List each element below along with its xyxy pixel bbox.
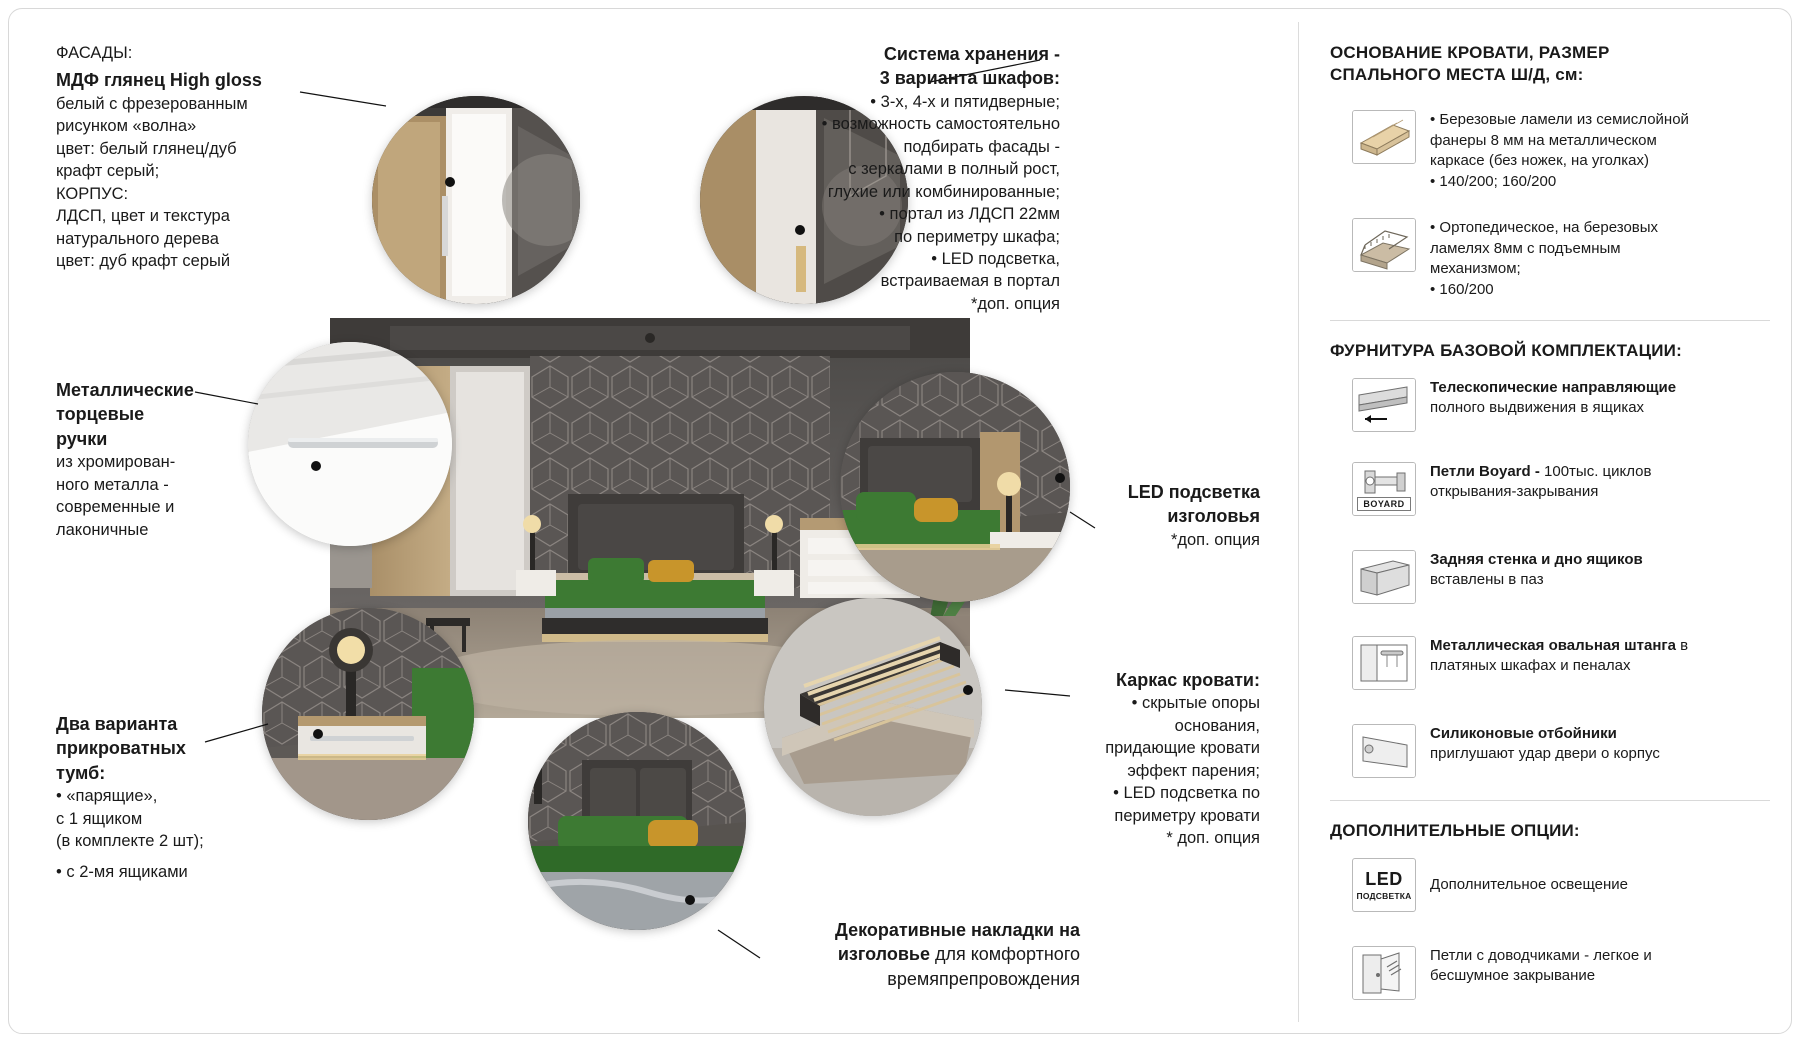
wardrobe-photo-illustration (372, 96, 580, 304)
lift-line1: • Ортопедическое, на березовых (1430, 219, 1659, 236)
nightstand-photo-illustration (262, 608, 474, 820)
storage-b9: встраиваемая в портал (880, 272, 1060, 291)
bed-frame-b7: * доп. опция (1166, 829, 1260, 848)
storage-title-1: Система хранения - (883, 44, 1060, 64)
base-item-lift-text (1430, 218, 1658, 301)
headboard-overlays-block (700, 918, 1080, 991)
facades-line5: крафт серый; (56, 162, 160, 181)
facades-line3: рисунком «волна» (56, 117, 197, 136)
bed-frame-b3: придающие кровати (1105, 739, 1260, 758)
base-section-title (1330, 42, 1770, 86)
lift-line2a: ламелях 8мм (1430, 239, 1527, 257)
hardware-item-hinges (1352, 462, 1782, 516)
headboard-title-2-rest: для комфортного (929, 944, 1080, 965)
option-item-soft-close (1352, 946, 1782, 1000)
nightstands-b4: • с 2-мя ящиками (56, 862, 188, 881)
bed-frame-b6: периметру кровати (1114, 806, 1260, 825)
hinges-inline: 100тыс. циклов (1544, 463, 1652, 480)
storage-b5: глухие или комбинированные; (827, 182, 1060, 201)
bumpers-rest: приглушают удар двери о корпус (1430, 744, 1660, 762)
led-headboard-title-1: LED подсветка (1127, 482, 1260, 502)
lamels-line3b: каркасе (1430, 152, 1485, 170)
softclose-line2: бесшумное закрывание (1430, 966, 1596, 984)
storage-b7: по периметру шкафа; (894, 227, 1060, 246)
lamel-icon (1352, 110, 1416, 164)
silicone-bumper-icon (1352, 724, 1416, 778)
base-item-lamels-text (1430, 110, 1689, 193)
facades-kicker: ФАСАДЫ: (56, 44, 133, 62)
storage-b3: подбирать фасады - (903, 137, 1060, 156)
lamels-sizes: • 140/200; 160/200 (1430, 173, 1557, 191)
nightstands-b2: с 1 ящиком (56, 809, 143, 828)
bed-frame-b2: основания, (1174, 716, 1260, 735)
storage-block (760, 42, 1060, 315)
handles-line-3: современные и (56, 498, 175, 517)
facades-line7: ЛДСП, цвет и текстура (56, 207, 230, 226)
lift-line2b: с подъемным (1526, 239, 1621, 257)
base-item-lift (1352, 218, 1772, 301)
options-section-title: ДОПОЛНИТЕЛЬНЫЕ ОПЦИИ: (1330, 821, 1580, 840)
led-headboard-note: *доп. опция (1170, 530, 1260, 549)
divider-2 (1330, 800, 1770, 801)
facades-line6: КОРПУС: (56, 184, 129, 203)
bed-frame-b4: эффект парения; (1127, 761, 1260, 780)
lamels-line2b: на металлическом (1527, 131, 1657, 149)
facades-title: МДФ глянец High gloss (56, 70, 262, 91)
storage-b2: • возможность самостоятельно (821, 115, 1060, 134)
headboard-title-1: Декоративные накладки на (835, 920, 1080, 940)
photo-wardrobe-facades (372, 96, 580, 304)
hardware-drawer-box-text (1430, 550, 1643, 590)
led-icon (1352, 858, 1416, 912)
storage-b8: • LED подсветка, (931, 250, 1060, 268)
handles-line-4: лаконичные (56, 520, 149, 539)
boyard-badge: BOYARD (1357, 497, 1411, 511)
led-label: LED (1365, 868, 1403, 889)
hardware-item-slides (1352, 378, 1782, 432)
lamels-line1: • Березовые ламели из семислойной (1430, 111, 1689, 128)
soft-close-hinge-icon (1352, 946, 1416, 1000)
nightstands-block (56, 712, 266, 883)
photo-metal-handles (248, 342, 452, 546)
option-led-text: Дополнительное освещение (1430, 876, 1628, 894)
hardware-hinges-text (1430, 462, 1651, 502)
drawer-slide-icon (1352, 378, 1416, 432)
nightstands-b3: (в комплекте 2 шт); (56, 832, 204, 851)
photo-headboard-overlays (528, 712, 746, 930)
hinges-bold: Петли Boyard - (1430, 463, 1545, 480)
facades-line9: цвет: дуб крафт серый (56, 251, 231, 270)
nightstands-title-2: прикроватных (56, 738, 186, 759)
led-sublabel: ПОДСВЕТКА (1356, 890, 1412, 901)
handles-title-3: ручки (56, 428, 108, 449)
handles-line-2: ного металла - (56, 475, 169, 494)
wardrobe-rail-icon (1352, 636, 1416, 690)
nightstands-b1: • «парящие», (56, 787, 158, 806)
drawerbox-bold: Задняя стенка и дно ящиков (1430, 551, 1643, 568)
option-soft-close-text (1430, 946, 1652, 986)
lift-mechanism-icon (1352, 218, 1416, 272)
slides-rest: полного выдвижения в ящиках (1430, 398, 1645, 416)
bumpers-bold: Силиконовые отбойники (1430, 725, 1617, 742)
hardware-section-title: ФУРНИТУРА БАЗОВОЙ КОМПЛЕКТАЦИИ: (1330, 341, 1682, 360)
slides-bold: Телескопические направляющие (1430, 379, 1677, 396)
nightstands-title-3: тумб: (56, 762, 106, 783)
drawer-box-icon (1352, 550, 1416, 604)
storage-b1: • 3-х, 4-х и пятидверные; (870, 92, 1060, 111)
drawerbox-rest: вставлены в паз (1430, 570, 1544, 588)
facades-line2: белый с фрезерованным (56, 94, 248, 113)
handles-title-1: Металлические (56, 380, 194, 400)
storage-b6: • портал из ЛДСП 22мм (879, 205, 1060, 224)
hardware-slides-text (1430, 378, 1676, 418)
handles-line-1: из хромирован- (56, 453, 176, 472)
facades-block (56, 42, 316, 272)
led-headboard-block (880, 480, 1260, 551)
nightstands-title-1: Два варианта (56, 714, 178, 734)
hardware-item-rail (1352, 636, 1782, 690)
rail-bold: Металлическая овальная штанга (1430, 637, 1677, 654)
storage-b4: с зеркалами в полный рост, (848, 160, 1060, 179)
lift-sizes: • 160/200 (1430, 281, 1494, 299)
led-headboard-title-2: изголовья (1167, 506, 1260, 527)
storage-b10: *доп. опция (970, 294, 1060, 313)
bed-frame-title: Каркас кровати: (1116, 670, 1260, 690)
base-title-line1: ОСНОВАНИЕ КРОВАТИ, РАЗМЕР (1330, 43, 1610, 62)
hardware-item-drawer-box (1352, 550, 1782, 604)
rail-inline: в (1676, 637, 1689, 654)
hardware-rail-text (1430, 636, 1688, 676)
headboard-overlay-photo-illustration (528, 712, 746, 930)
lamels-line2a: фанеры 8 мм (1430, 131, 1528, 149)
handles-photo-illustration (248, 342, 452, 546)
hinge-boyard-icon (1352, 462, 1416, 516)
bed-frame-block (880, 668, 1260, 850)
hardware-item-bumpers (1352, 724, 1782, 778)
facades-line4: цвет: белый глянец/дуб (56, 139, 237, 158)
handles-block (56, 378, 256, 541)
option-item-led (1352, 858, 1782, 912)
facades-line8: натурального дерева (56, 229, 219, 248)
rail-rest: платяных шкафах и пеналах (1430, 656, 1631, 674)
handles-title-2: торцевые (56, 404, 145, 425)
lamels-line3a: (без ножек, на уголках) (1484, 152, 1649, 170)
hardware-bumpers-text (1430, 724, 1660, 764)
headboard-title-3: времяпрепровождения (887, 968, 1080, 989)
softclose-line1: Петли с доводчиками - легкое и (1430, 947, 1652, 964)
hinges-rest: открывания-закрывания (1430, 482, 1599, 500)
lift-line3b: механизмом; (1430, 260, 1521, 278)
storage-title-2: 3 варианта шкафов: (879, 68, 1060, 89)
base-item-lamels (1352, 110, 1772, 193)
vertical-divider (1298, 22, 1299, 1022)
divider-1 (1330, 320, 1770, 321)
bed-frame-b5: • LED подсветка по (1113, 784, 1260, 803)
headboard-title-2: изголовье (837, 944, 930, 965)
bed-frame-b1: • скрытые опоры (1131, 694, 1260, 713)
base-title-line2: СПАЛЬНОГО МЕСТА Ш/Д, см: (1330, 65, 1584, 85)
photo-nightstand (262, 608, 474, 820)
